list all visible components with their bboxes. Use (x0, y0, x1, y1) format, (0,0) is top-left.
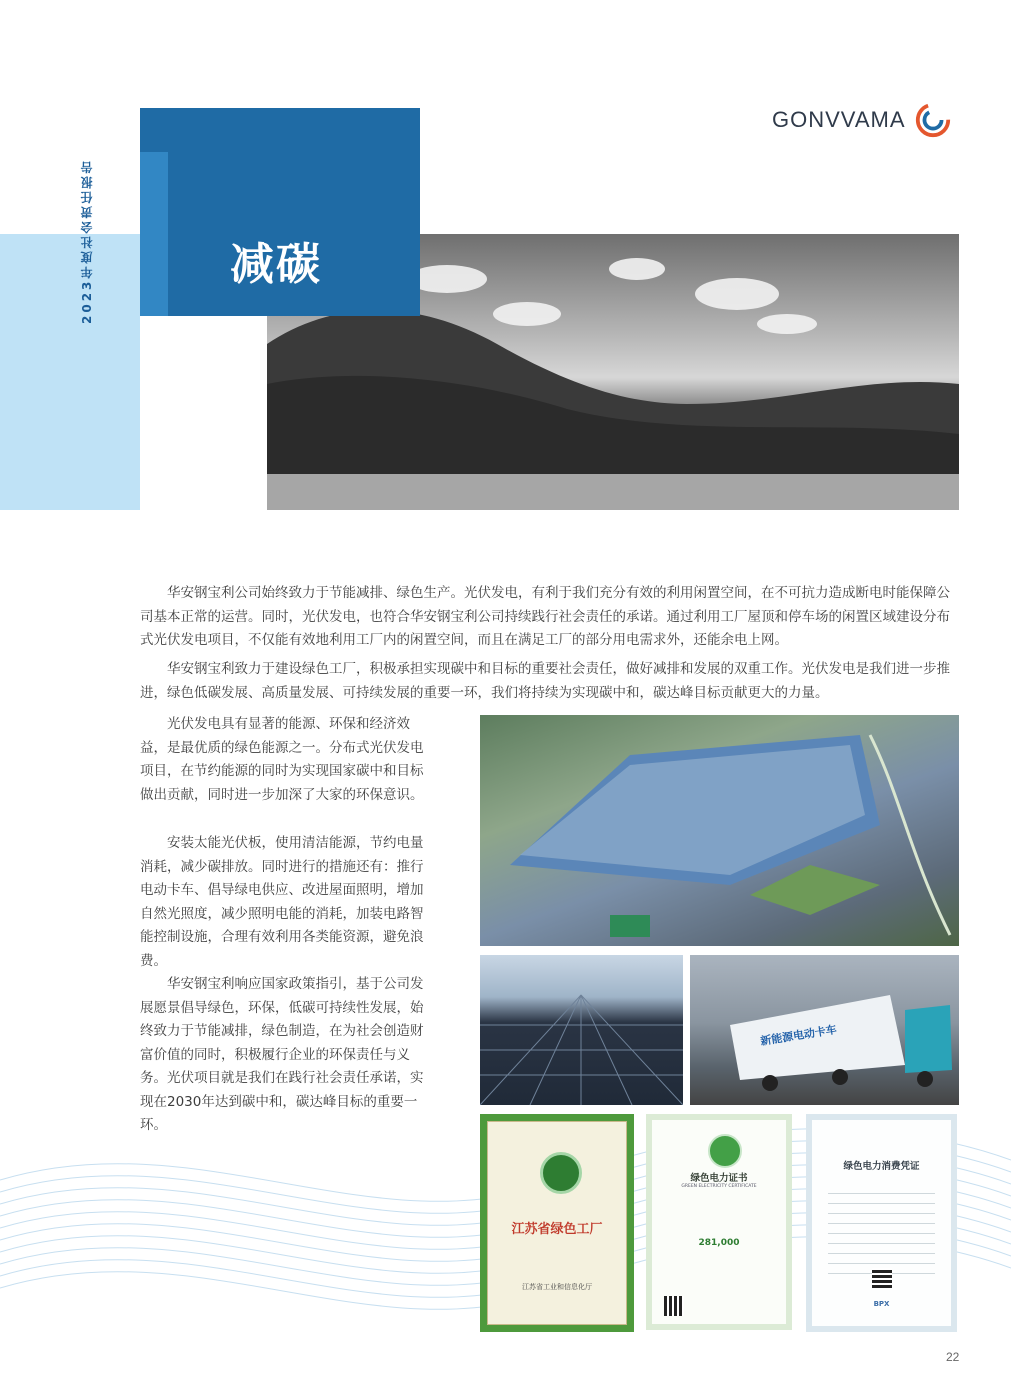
brand-swirl-icon (914, 101, 952, 139)
green-power-consumption-voucher (806, 1114, 957, 1332)
measures-paragraph: 安装太能光伏板，使用清洁能源，节约电量消耗，减少碳排放。同时进行的措施还有：推行电动卡车、倡导绿电供应、改进屋面照明，增加自然光照度，减少照明电能的消耗，加装电路智能控制设施，合理有效利用各类能资源，避免浪费。 (140, 835, 424, 969)
certificate-title: 绿色电力消费凭证 (843, 1161, 920, 1172)
certificate-detail-lines (828, 1184, 935, 1274)
section-title: 减碳 (230, 239, 322, 290)
electric-truck-photo (690, 955, 959, 1105)
jiangsu-green-factory-certificate (480, 1114, 634, 1332)
certificate-amount: 281,000 (698, 1238, 740, 1248)
certificate-title: 绿色电力证书 (690, 1173, 748, 1184)
green-electricity-seal-icon (708, 1134, 742, 1168)
rooftop-solar-panels-photo (480, 955, 683, 1105)
brand-name: GONVVAMA (772, 107, 906, 132)
certificate-title: 江苏省绿色工厂 (511, 1222, 603, 1237)
green-electricity-certificate (646, 1114, 792, 1330)
green-factory-paragraph: 华安钢宝利致力于建设绿色工厂，积极承担实现碳中和目标的重要社会责任，做好减排和发展的双重工作。光伏发电是我们进一步推进，绿色低碳发展、高质量发展、可持续发展的重要一环，我们将持续为实现碳中和，碳达峰目标贡献更大的力量。 (140, 661, 950, 701)
side-color-band (0, 234, 140, 510)
intro-paragraph: 华安钢宝利公司始终致力于节能减排、绿色生产。光伏发电，有利于我们充分有效的利用闲置空间，在不可抗力造成断电时能保障公司基本正常的运营。同时，光伏发电，也符合华安钢宝利公司持续践行社会责任的承诺。通过利用工厂屋顶和停车场的闲置区域建设分布式光伏发电项目，不仅能有效地利用工厂内的闲置空间，而且在满足工厂的部分用电需求外，还能余电上网。 (140, 585, 950, 648)
company-logo (772, 100, 952, 140)
policy-paragraph: 华安钢宝利响应国家政策指引，基于公司发展愿景倡导绿色，环保，低碳可持续性发展，始终致力于节能减排，绿色制造，在为社会创造财富价值的同时，积极履行企业的环保责任与义务。光伏项目就是我们在践行社会责任承诺，实现在2030年达到碳中和，碳达峰目标的重要一环。 (140, 976, 424, 1133)
factory-aerial-photo (480, 715, 959, 946)
certificate-issuer: 江苏省工业和信息化厅 (522, 1283, 592, 1291)
pv-benefits-paragraph: 光伏发电具有显著的能源、环保和经济效益，是最优质的绿色能源之一。分布式光伏发电项目，在节约能源的同时为实现国家碳中和目标做出贡献，同时进一步加深了大家的环保意识。 (140, 716, 424, 803)
certificate-org-logo: BPX (873, 1300, 890, 1308)
page-number: 22 (946, 1350, 960, 1364)
qr-code-icon (664, 1296, 684, 1316)
qr-code-icon (872, 1268, 892, 1288)
certificate-subtitle: GREEN ELECTRICITY CERTIFICATE (681, 1184, 757, 1189)
title-box-stripe (140, 152, 168, 316)
green-factory-seal-icon (540, 1152, 582, 1194)
truck-side-text: 新能源电动卡车 (759, 1023, 838, 1048)
report-year-label: 2023年度社会责任报告 (80, 158, 94, 324)
